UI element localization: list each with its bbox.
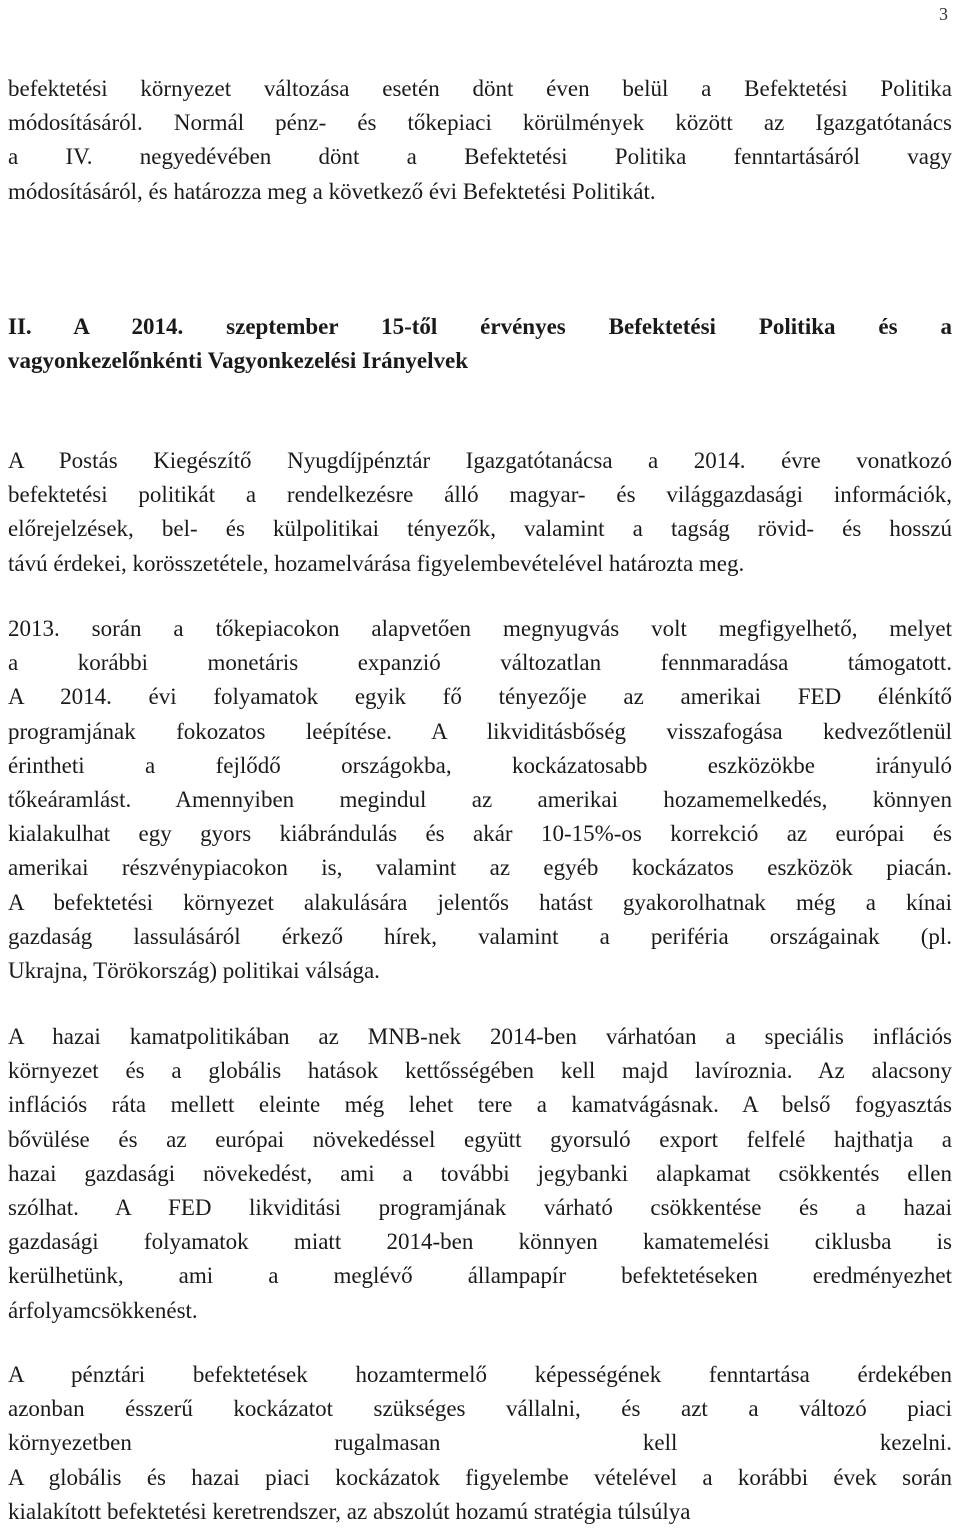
text-line: A globális és hazai piaci kockázatok figyelembe vételével a korábbi évek során <box>8 1464 952 1490</box>
paragraph <box>8 612 952 988</box>
text-line: II. A 2014. szeptember 15-től érvényes Befektetési Politika és a <box>8 314 952 339</box>
text-line: gazdaság lassulásáról érkező hírek, valamint a periféria országainak (pl. <box>8 923 952 949</box>
text-line: vagyonkezelőnkénti Vagyonkezelési Irányelvek <box>8 348 469 374</box>
text-line: környezet és a globális hatások kettősségében kell majd lavíroznia. Az alacsony <box>8 1058 952 1084</box>
text-line: módosításáról. Normál pénz- és tőkepiaci körülmények között az Igazgatótanács <box>8 110 952 136</box>
paragraph <box>8 1020 952 1328</box>
section-heading <box>8 310 952 378</box>
text-line: programjának fokozatos leépítése. A likviditásbőség visszafogása kedvezőtlenül <box>8 718 952 744</box>
text-line: kialakulhat egy gyors kiábrándulás és akár 10-15%-os korrekció az európai és <box>8 821 952 847</box>
text-line: amerikai részvénypiacokon is, valamint az egyéb kockázatos eszközök piacán. <box>8 855 952 881</box>
text-line: befektetési politikát a rendelkezésre álló magyar- és világgazdasági információk, <box>8 482 952 508</box>
text-line: szólhat. A FED likviditási programjának várható csökkentése és a hazai <box>8 1195 952 1221</box>
paragraph <box>8 72 952 209</box>
text-line: A Postás Kiegészítő Nyugdíjpénztár Igazgatótanácsa a 2014. évre vonatkozó <box>8 448 952 473</box>
text-line: környezetben rugalmasan kell kezelni. <box>8 1430 952 1456</box>
text-line: A 2014. évi folyamatok egyik fő tényezője az amerikai FED élénkítő <box>8 684 952 710</box>
text-line: a IV. negyedévében dönt a Befektetési Politika fenntartásáról vagy <box>8 144 952 170</box>
text-line: A hazai kamatpolitikában az MNB-nek 2014-ben várhatóan a speciális inflációs <box>8 1024 952 1049</box>
text-line: kialakított befektetési keretrendszer, az abszolút hozamú stratégia túlsúlya <box>8 1498 691 1524</box>
text-line: befektetési környezet változása esetén dönt éven belül a Befektetési Politika <box>8 76 952 101</box>
text-line: A pénztári befektetések hozamtermelő képességének fenntartása érdekében <box>8 1362 952 1387</box>
text-line: bővülése és az európai növekedéssel együtt gyorsuló export felfelé hajthatja a <box>8 1126 952 1152</box>
paragraph <box>8 1358 952 1529</box>
text-line: A befektetési környezet alakulására jelentős hatást gyakorolhatnak még a kínai <box>8 889 952 915</box>
text-line: érintheti a fejlődő országokba, kockázatosabb eszközökbe irányuló <box>8 752 952 778</box>
text-line: távú érdekei, korösszetétele, hozamelvárása figyelembevételével határozta meg. <box>8 550 745 576</box>
text-line: inflációs ráta mellett eleinte még lehet tere a kamatvágásnak. A belső fogyasztás <box>8 1092 952 1118</box>
text-line: Ukrajna, Törökország) politikai válsága. <box>8 958 380 984</box>
text-line: azonban ésszerű kockázatot szükséges vállalni, és azt a változó piaci <box>8 1396 952 1422</box>
text-line: gazdasági folyamatok miatt 2014-ben könnyen kamatemelési ciklusba is <box>8 1229 952 1255</box>
text-line: tőkeáramlást. Amennyiben megindul az amerikai hozamemelkedés, könnyen <box>8 787 952 813</box>
text-line: előrejelzések, bel- és külpolitikai tényezők, valamint a tagság rövid- és hosszú <box>8 516 952 542</box>
text-line: 2013. során a tőkepiacokon alapvetően megnyugvás volt megfigyelhető, melyet <box>8 616 952 641</box>
text-line: hazai gazdasági növekedést, ami a további jegybanki alapkamat csökkentés ellen <box>8 1160 952 1186</box>
paragraph <box>8 444 952 581</box>
text-line: módosításáról, és határozza meg a következő évi Befektetési Politikát. <box>8 178 656 204</box>
text-line: a korábbi monetáris expanzió változatlan fennmaradása támogatott. <box>8 650 952 676</box>
text-line: kerülhetünk, ami a meglévő állampapír befektetéseken eredményezhet <box>8 1263 952 1289</box>
page-number: 3 <box>939 4 948 24</box>
text-line: árfolyamcsökkenést. <box>8 1297 198 1323</box>
